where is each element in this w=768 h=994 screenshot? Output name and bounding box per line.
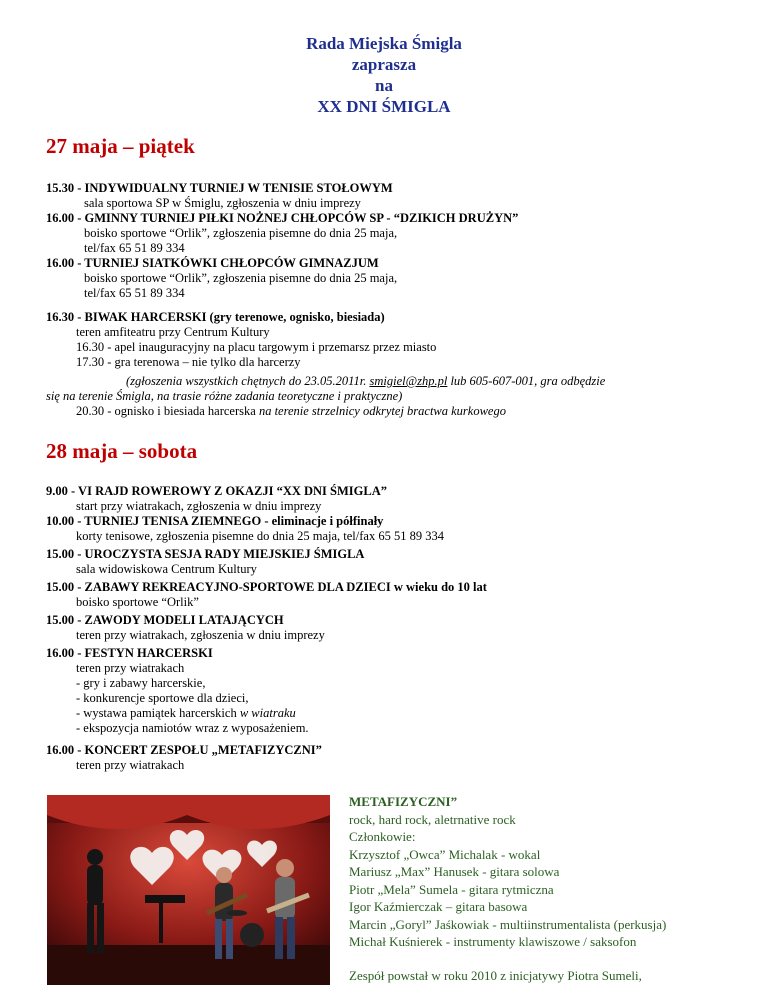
event-title: 16.00 - FESTYN HARCERSKI [46,646,213,660]
header-line-3: na [375,76,393,95]
event-detail: 16.30 - apel inauguracyjny na placu targowym i przemarsz przez miasto [76,340,437,354]
event-detail: boisko sportowe “Orlik”, zgłoszenia pisemne do dnia 25 maja, [84,226,398,240]
day1-event-1 [46,181,393,211]
day1-event-4 [46,310,436,370]
band-info [349,793,759,984]
day2-event-6 [46,646,309,736]
band-photo-illustration [47,795,330,985]
registration-note [126,374,605,389]
registration-note-line-2: się na terenie Śmigla, na trasie różne zadania teoretyczne i praktyczne) [46,389,403,403]
day1-event-3 [46,256,397,301]
members-label: Członkowie: [349,829,416,844]
band-name: METAFIZYCZNI” [349,794,458,809]
festyn-item: - wystawa pamiątek harcerskich [76,706,240,720]
event-title: 16.00 - KONCERT ZESPOŁU „METAFIZYCZNI” [46,743,322,757]
day2-event-3 [46,547,364,577]
day2-title: 28 maja – sobota [46,439,198,463]
event-detail: start przy wiatrakach, zgłoszenia w dniu imprezy [76,499,322,513]
band-member: Piotr „Mela” Sumela - gitara rytmiczna [349,881,554,897]
event-title: 16.00 - GMINNY TURNIEJ PIŁKI NOŻNEJ CHŁOPCÓW SP - “DZIKICH DRUŻYN” [46,211,519,225]
header-line-2: zaprasza [351,55,417,74]
band-member: Michał Kuśnierek - instrumenty klawiszowe / saksofon [349,934,637,949]
event-detail [46,706,309,721]
event-title: 16.00 - TURNIEJ SIATKÓWKI CHŁOPCÓW GIMNAZJUM [46,256,379,270]
band-history: Zespół powstał w roku 2010 z inicjatywy Piotra Sumeli, [349,967,642,983]
day1-event-2 [46,211,518,256]
day2-event-4 [46,580,487,610]
band-member: Krzysztof „Owca” Michalak - wokal [349,846,541,862]
event-detail: tel/fax 65 51 89 334 [84,286,185,300]
event-detail: 17.30 - gra terenowa – nie tylko dla harcerzy [76,355,301,369]
event-detail: teren przy wiatrakach [76,661,185,675]
event-detail: teren przy wiatrakach, zgłoszenia w dniu imprezy [76,628,325,642]
band-member: Marcin „Goryl” Jaśkowiak - multiinstrumentalista (perkusja) [349,916,667,932]
event-title: 16.30 - BIWAK HARCERSKI (gry terenowe, ognisko, biesiada) [46,310,385,324]
bonfire-time: 20.30 - ognisko i biesiada harcerska [76,404,259,418]
event-detail: korty tenisowe, zgłoszenia pisemne do dnia 25 maja, tel/fax 65 51 89 334 [76,529,444,543]
note-text: (zgłoszenia wszystkich chętnych do 23.05.2011r. [126,374,370,388]
day2-event-1 [46,484,387,514]
bonfire-place: na terenie strzelnicy odkrytej bractwa kurkowego [258,404,506,418]
email-link[interactable]: smigiel@zhp.pl [369,374,448,388]
band-genre: rock, hard rock, aletrnative rock [349,811,516,827]
day2-event-5 [46,613,325,643]
day2-event-7 [46,743,322,773]
event-detail: sala sportowa SP w Śmiglu, zgłoszenia w dniu imprezy [84,196,361,210]
event-title: 15.00 - UROCZYSTA SESJA RADY MIEJSKIEJ ŚMIGLA [46,547,365,561]
event-title: 15.30 - INDYWIDUALNY TURNIEJ W TENISIE STOŁOWYM [46,181,393,195]
band-member: Mariusz „Max” Hanusek - gitara solowa [349,864,560,879]
day2-event-2 [46,514,444,544]
invitation-header [0,33,768,117]
header-line-4: XX DNI ŚMIGLA [317,97,451,116]
event-detail: sala widowiskowa Centrum Kultury [76,562,257,576]
event-detail: boisko sportowe “Orlik”, zgłoszenia pisemne do dnia 25 maja, [84,271,398,285]
event-detail: teren amfiteatru przy Centrum Kultury [76,325,270,339]
event-detail: tel/fax 65 51 89 334 [84,241,185,255]
event-detail: - gry i zabawy harcerskie, [76,676,206,690]
band-member: Igor Kaźmierczak – gitara basowa [349,899,528,914]
event-title: 15.00 - ZAWODY MODELI LATAJĄCYCH [46,613,284,627]
day1-title: 27 maja – piątek [46,134,195,158]
event-detail: - konkurencje sportowe dla dzieci, [76,691,249,705]
event-title: 15.00 - ZABAWY REKREACYJNO-SPORTOWE DLA DZIECI w wieku do 10 lat [46,580,487,594]
event-title: 10.00 - TURNIEJ TENISA ZIEMNEGO - eliminacje i półfinały [46,514,384,528]
note-text: lub 605-607-001, gra odbędzie [447,374,606,388]
bonfire-line [76,404,506,419]
header-line-1: Rada Miejska Śmigla [306,34,462,53]
festyn-item-italic: w wiatraku [239,706,296,720]
band-photo [47,795,330,985]
event-detail: - ekspozycja namiotów wraz z wyposażeniem. [76,721,309,735]
event-title: 9.00 - VI RAJD ROWEROWY Z OKAZJI “XX DNI ŚMIGLA” [46,484,387,498]
event-detail: boisko sportowe “Orlik” [76,595,199,609]
event-detail: teren przy wiatrakach [76,758,185,772]
